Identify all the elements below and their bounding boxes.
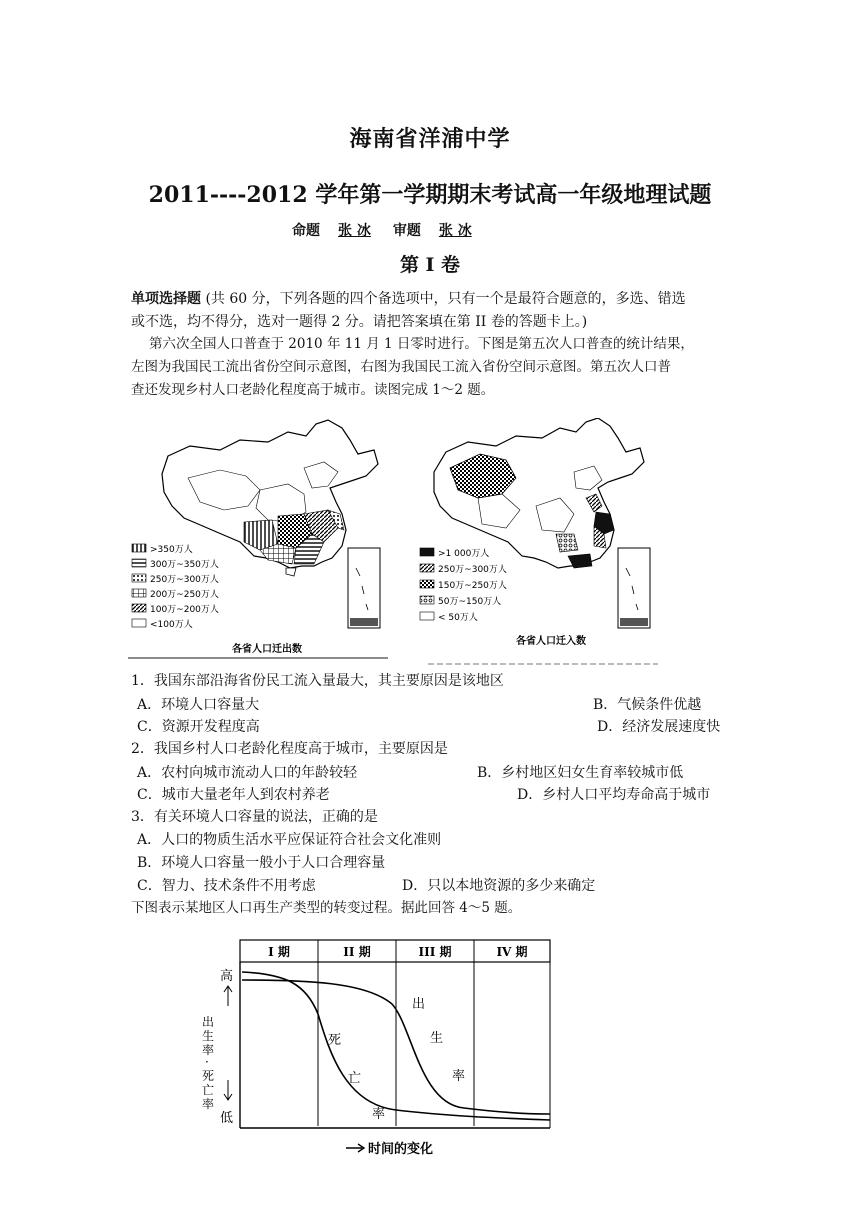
migration-maps-figure — [128, 418, 668, 668]
phase-label: II 期 — [343, 945, 371, 959]
y-axis-label: 生 — [202, 1029, 215, 1043]
question-1-option-d: D．经济发展速度快 — [597, 719, 721, 735]
setter-name: 张 冰 — [338, 223, 371, 239]
birth-rate-label: 率 — [452, 1069, 466, 1084]
reviewer-label: 审题 — [392, 223, 421, 239]
left-map-legend — [132, 543, 219, 630]
y-axis-label: 率 — [202, 1097, 215, 1111]
question-1-option-c: C．资源开发程度高 — [137, 719, 260, 735]
population-transition-diagram — [196, 934, 566, 1194]
volume-heading: 第 I 卷 — [399, 254, 461, 276]
phase-label: III 期 — [418, 945, 452, 959]
right-map-legend — [420, 547, 507, 623]
authors-line — [292, 220, 472, 240]
passage-1-line: 第六次全国人口普查于 2010 年 11 月 1 日零时进行。下图是第五次人口普查的统计结果， — [149, 336, 694, 352]
reviewer-name: 张 冰 — [438, 223, 472, 239]
death-rate-label: 亡 — [348, 1071, 362, 1086]
question-3-option-b: B．环境人口容量一般小于人口合理容量 — [137, 855, 386, 871]
school-title: 海南省洋浦中学 — [349, 126, 511, 152]
right-map-caption: 各省人口迁入数 — [516, 636, 586, 647]
instructions-heading: 单项选择题 — [131, 291, 201, 307]
question-1-option-b: B．气候条件优越 — [593, 697, 702, 713]
migration-maps-svg — [128, 418, 668, 668]
x-axis-label: 时间的变化 — [368, 1142, 434, 1157]
question-1-option-a: A．环境人口容量大 — [137, 697, 260, 713]
legend-label: 300万~350万人 — [150, 560, 219, 570]
birth-rate-label: 生 — [430, 1031, 444, 1046]
instructions-line2: 或不选，均不得分，选对一题得 2 分。请把答案填在第 II 卷的答题卡上。) — [131, 314, 588, 330]
instructions — [131, 288, 731, 334]
population-transition-svg — [196, 934, 566, 1194]
death-rate-label: 死 — [328, 1033, 342, 1048]
legend-label: 250万~300万人 — [150, 575, 219, 585]
y-axis-high: 高 — [220, 969, 234, 984]
legend-label: <100万人 — [150, 620, 193, 630]
birth-rate-label: 出 — [412, 997, 426, 1012]
legend-label: 50万~150万人 — [438, 597, 502, 607]
left-map-caption: 各省人口迁出数 — [232, 644, 302, 655]
death-rate-label: 率 — [372, 1107, 386, 1122]
question-2-option-b: B．乡村地区妇女生育率较城市低 — [477, 765, 684, 781]
question-2-option-a: A．农村向城市流动人口的年龄较轻 — [137, 765, 358, 781]
legend-label: 150万~250万人 — [438, 581, 507, 591]
legend-label: >1 000万人 — [438, 549, 490, 559]
legend-label: 250万~300万人 — [438, 565, 507, 575]
question-2-option-c: C．城市大量老年人到农村养老 — [137, 787, 330, 803]
question-2-stem: 2．我国乡村人口老龄化程度高于城市，主要原因是 — [131, 741, 448, 757]
y-axis-label: 率 — [202, 1043, 215, 1057]
passage-2: 下图表示某地区人口再生产类型的转变过程。据此回答 4～5 题。 — [131, 900, 522, 916]
y-axis-low: 低 — [220, 1111, 234, 1126]
legend-label: 200万~250万人 — [150, 590, 219, 600]
left-map — [128, 420, 388, 658]
y-axis-label: · — [205, 1055, 209, 1069]
phase-label: IV 期 — [496, 945, 528, 959]
exam-title: 2011----2012 学年第一学期期末考试高一年级地理试题 — [148, 182, 712, 208]
y-axis-label: 死 — [202, 1069, 215, 1083]
phase-label: I 期 — [268, 945, 290, 959]
question-3-option-a: A．人口的物质生活水平应保证符合社会文化准则 — [137, 832, 442, 848]
question-1-stem: 1．我国东部沿海省份民工流入量最大，其主要原因是该地区 — [131, 673, 504, 689]
y-axis-label: 出 — [202, 1015, 215, 1029]
question-3-option-c: C．智力、技术条件不用考虑 — [137, 878, 316, 894]
legend-label: < 50万人 — [438, 613, 478, 623]
legend-label: >350万人 — [150, 545, 193, 555]
question-3-option-d: D．只以本地资源的多少来确定 — [402, 878, 596, 894]
passage-1-line: 查还发现乡村人口老龄化程度高于城市。读图完成 1～2 题。 — [131, 382, 495, 398]
setter-label: 命题 — [292, 223, 320, 239]
instructions-line1: (共 60 分，下列各题的四个备选项中，只有一个是最符合题意的，多选、错选 — [205, 291, 686, 307]
question-2-option-d: D．乡村人口平均寿命高于城市 — [517, 787, 711, 803]
right-map — [420, 418, 658, 664]
legend-label: 100万~200万人 — [150, 605, 219, 615]
passage-1-line: 左图为我国民工流出省份空间示意图，右图为我国民工流入省份空间示意图。第五次人口普 — [131, 359, 671, 375]
passage-1 — [131, 333, 731, 402]
y-axis-label: 亡 — [202, 1083, 215, 1097]
question-3-stem: 3．有关环境人口容量的说法，正确的是 — [131, 809, 378, 825]
